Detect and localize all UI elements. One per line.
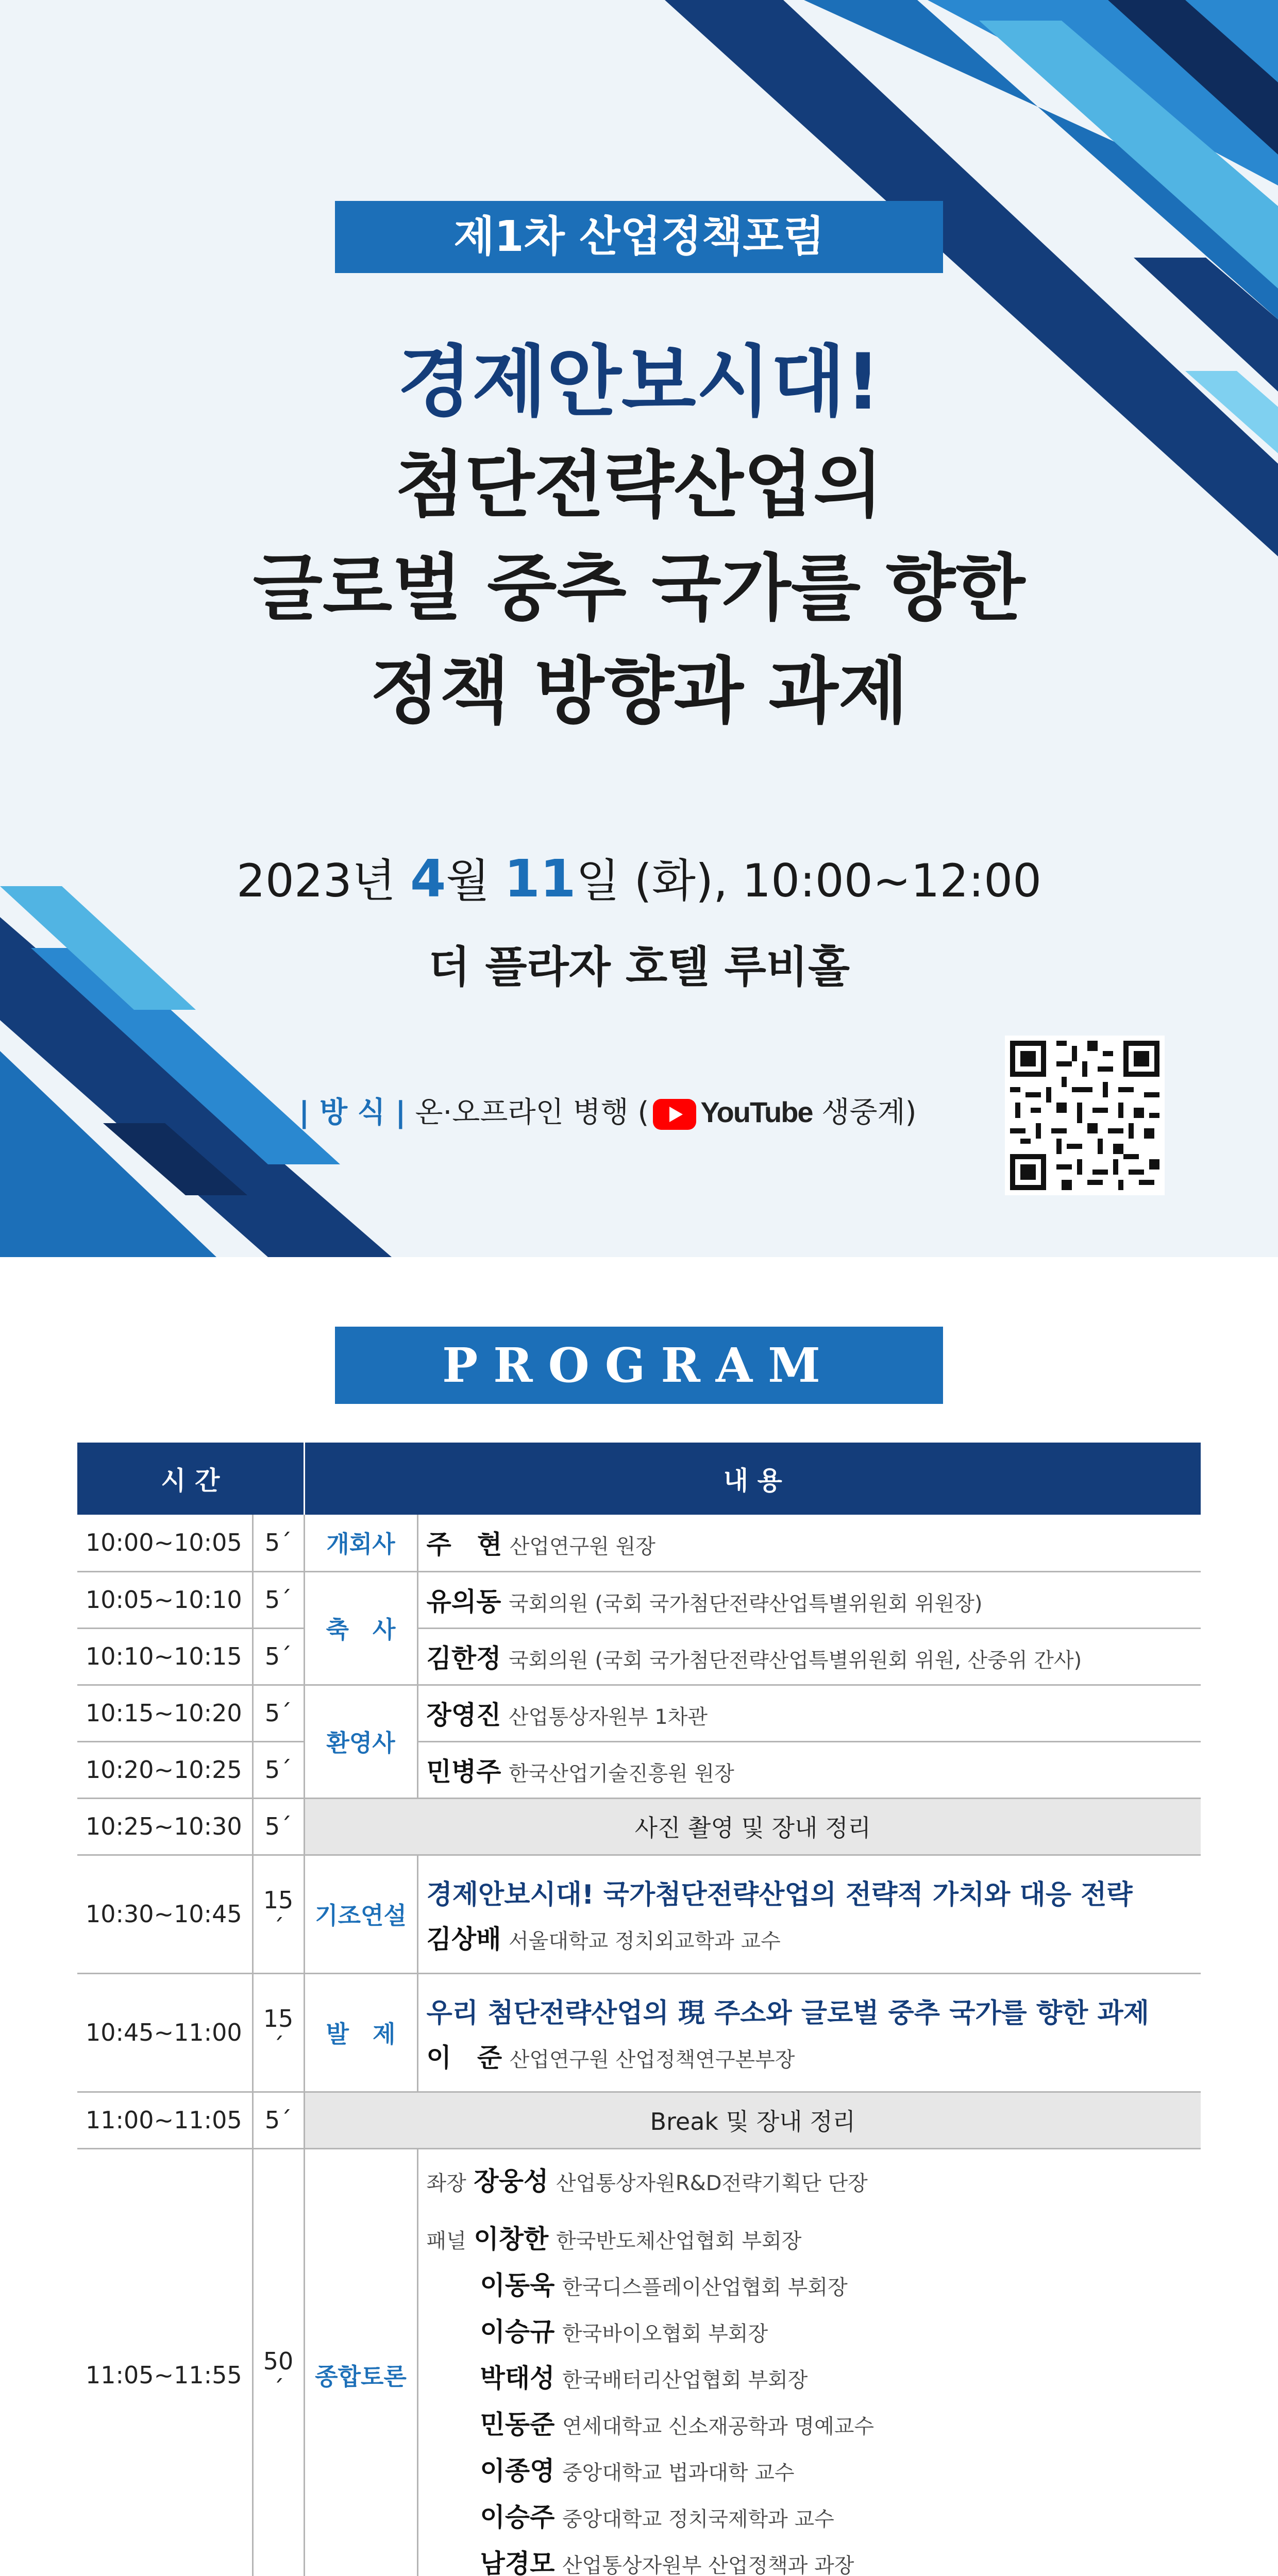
event-venue: 더 플라자 호텔 루비홀 <box>428 942 850 992</box>
panelist-name: 남경모 <box>480 2549 555 2576</box>
table-row <box>77 1628 1201 1685</box>
table-row <box>77 1571 1201 1628</box>
row-content <box>417 1685 1201 1741</box>
row-content: Break 및 장내 정리 <box>304 2092 1201 2148</box>
row-minutes: 5´ <box>253 1628 304 1685</box>
row-content <box>417 1741 1201 1798</box>
table-row <box>77 1685 1201 1741</box>
forum-tag: 제1차 산업정책포럼 <box>335 201 943 273</box>
panelist-name: 박태성 <box>480 2363 555 2393</box>
row-role: 축 사 <box>304 1571 417 1685</box>
method-text: 온·오프라인 병행 ( <box>415 1096 649 1129</box>
date-part-a: 2023년 <box>236 854 410 907</box>
panelist-desc: 산업통상자원부 산업정책과 과장 <box>562 2554 854 2576</box>
title-line-3: 글로벌 중추 국가를 향한 <box>253 547 1025 631</box>
session-topic: 경제안보시대! 국가첨단전략산업의 전략적 가치와 대응 전략 <box>426 1879 1133 1910</box>
row-content <box>417 1973 1201 2092</box>
title-line-2: 첨단전략산업의 <box>395 444 883 528</box>
date-day: 11 <box>504 849 576 909</box>
row-content <box>417 1515 1201 1571</box>
speaker-desc: 산업통상자원부 1차관 <box>509 1705 708 1729</box>
table-row <box>77 1855 1201 1973</box>
speaker-name: 이 준 <box>426 2042 502 2073</box>
date-part-c: 일 (화), 10:00~12:00 <box>576 854 1042 907</box>
chair-name: 장웅성 <box>474 2166 549 2196</box>
method-line <box>299 1090 917 1131</box>
speaker-desc: 국회의원 (국회 국가첨단전략산업특별위원회 위원장) <box>509 1592 983 1616</box>
table-row <box>77 2092 1201 2148</box>
table-row <box>77 1798 1201 1855</box>
row-minutes: 5´ <box>253 1798 304 1855</box>
speaker-desc: 산업연구원 원장 <box>509 1535 655 1559</box>
row-content <box>417 1571 1201 1628</box>
program-table <box>77 1443 1201 2576</box>
row-time: 11:00~11:05 <box>77 2092 253 2148</box>
panelist-desc: 한국바이오협회 부회장 <box>562 2322 768 2346</box>
event-date <box>0 845 1278 910</box>
panelist-desc: 한국배터리산업협회 부회장 <box>562 2368 808 2392</box>
row-time: 10:45~11:00 <box>77 1973 253 2092</box>
table-row <box>77 1741 1201 1798</box>
speaker-desc: 산업연구원 산업정책연구본부장 <box>509 2047 795 2072</box>
row-minutes: 5´ <box>253 1685 304 1741</box>
row-minutes: 5´ <box>253 1515 304 1571</box>
col-content-header: 내 용 <box>723 1466 782 1496</box>
youtube-wordmark: YouTube <box>700 1096 813 1128</box>
panelist-desc: 한국반도체산업협회 부회장 <box>556 2229 802 2253</box>
panelist-desc: 연세대학교 신소재공학과 명예교수 <box>562 2415 875 2438</box>
row-time: 10:00~10:05 <box>77 1515 253 1571</box>
speaker-name: 민병주 <box>426 1757 501 1787</box>
chair-desc: 산업통상자원R&D전략기획단 단장 <box>556 2172 868 2195</box>
panelist-desc: 중앙대학교 정치국제학과 교수 <box>562 2507 834 2531</box>
speaker-name: 장영진 <box>426 1700 501 1730</box>
row-minutes: 5´ <box>253 1741 304 1798</box>
youtube-icon <box>653 1099 696 1130</box>
speaker-desc: 국회의원 (국회 국가첨단전략산업특별위원회 위원, 산중위 간사) <box>509 1649 1082 1672</box>
col-time-header: 시 간 <box>77 1443 304 1515</box>
panelist-name: 민동준 <box>480 2410 555 2439</box>
title-line-1: 경제안보시대! <box>397 337 881 427</box>
panelist-desc: 중앙대학교 법과대학 교수 <box>562 2461 795 2485</box>
panelist-name: 이동욱 <box>480 2270 555 2300</box>
row-role: 종합토론 <box>304 2148 417 2576</box>
qr-code-icon[interactable] <box>1005 1036 1165 1195</box>
row-content <box>417 1628 1201 1685</box>
row-time: 10:25~10:30 <box>77 1798 253 1855</box>
row-time: 10:10~10:15 <box>77 1628 253 1685</box>
row-content <box>417 1855 1201 1973</box>
program-title: PROGRAM <box>335 1327 943 1404</box>
panelist-name: 이창한 <box>474 2224 549 2254</box>
row-time: 10:30~10:45 <box>77 1855 253 1973</box>
table-row <box>77 1973 1201 2092</box>
table-row <box>77 1515 1201 1571</box>
panelist-name: 이종영 <box>480 2456 555 2486</box>
chair-label: 좌장 <box>426 2172 466 2195</box>
row-role: 개회사 <box>304 1515 417 1571</box>
table-row <box>77 2148 1201 2576</box>
row-minutes: 50´ <box>253 2148 304 2576</box>
row-minutes: 5´ <box>253 2092 304 2148</box>
row-time: 10:15~10:20 <box>77 1685 253 1741</box>
method-label: | 방 식 | <box>299 1096 406 1129</box>
row-role: 기조연설 <box>304 1855 417 1973</box>
row-content <box>417 2148 1201 2576</box>
panel-label: 패널 <box>426 2229 466 2253</box>
panelist-name: 이승주 <box>480 2502 555 2532</box>
row-time: 11:05~11:55 <box>77 2148 253 2576</box>
speaker-name: 유의동 <box>426 1587 501 1617</box>
speaker-desc: 서울대학교 정치외교학과 교수 <box>509 1929 781 1953</box>
row-minutes: 15´ <box>253 1855 304 1973</box>
date-part-b: 월 <box>446 854 505 907</box>
speaker-desc: 한국산업기술진흥원 원장 <box>509 1762 734 1786</box>
hero-banner <box>0 0 1278 1257</box>
session-topic: 우리 첨단전략산업의 現 주소와 글로벌 중추 국가를 향한 과제 <box>426 1997 1149 2029</box>
title-line-4: 정책 방향과 과제 <box>369 650 909 734</box>
row-role: 환영사 <box>304 1685 417 1798</box>
row-time: 10:05~10:10 <box>77 1571 253 1628</box>
row-minutes: 5´ <box>253 1571 304 1628</box>
speaker-name: 김상배 <box>426 1924 501 1954</box>
panelist-name: 이승규 <box>480 2317 555 2347</box>
row-minutes: 15´ <box>253 1973 304 2092</box>
row-role: 발 제 <box>304 1973 417 2092</box>
method-end: 생중계) <box>812 1096 917 1129</box>
speaker-name: 김한정 <box>426 1643 501 1673</box>
date-month: 4 <box>410 849 446 909</box>
speaker-name: 주 현 <box>426 1530 502 1560</box>
panelist-desc: 한국디스플레이산업협회 부회장 <box>562 2276 848 2299</box>
row-content: 사진 촬영 및 장내 정리 <box>304 1798 1201 1855</box>
row-time: 10:20~10:25 <box>77 1741 253 1798</box>
